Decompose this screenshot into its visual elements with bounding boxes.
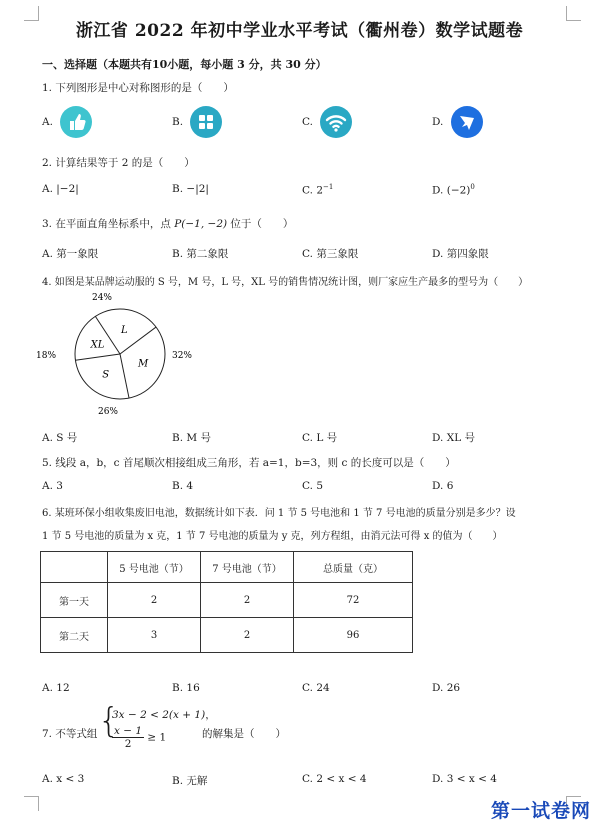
table-cell: 3: [108, 618, 201, 653]
wifi-icon: [320, 106, 352, 138]
pie-slice-label: S: [102, 369, 110, 381]
question-1-stem: 1. 下列图形是中心对称图形的是（ ）: [42, 82, 234, 94]
question-1-option-d[interactable]: D.: [432, 106, 483, 138]
question-5-option-d[interactable]: D. 6: [432, 480, 454, 492]
table-row: [41, 618, 413, 653]
question-6-option-d[interactable]: D. 26: [432, 682, 461, 694]
question-1-option-a[interactable]: A.: [42, 106, 92, 138]
question-6-stem-line-2: 1 节 5 号电池的质量为 x 克，1 节 7 号电池的质量为 y 克，列方程组，由消元法可得 x 的值为（ ）: [42, 531, 503, 542]
question-4-stem: 4. 如图是某品牌运动服的 S 号，M 号，L 号，XL 号的销售情况统计图，则厂家应生产最多的型号为（ ）: [42, 277, 529, 288]
question-6-option-c[interactable]: C. 24: [302, 682, 330, 694]
question-4-option-b[interactable]: B. M 号: [172, 432, 211, 444]
question-7-stem-prefix: 7. 不等式组: [42, 728, 98, 740]
question-5-option-c[interactable]: C. 5: [302, 480, 324, 492]
thumbs-up-icon: [60, 106, 92, 138]
table-cell: 2: [201, 583, 294, 618]
question-3-option-a[interactable]: A. 第一象限: [42, 248, 99, 260]
question-3-option-c[interactable]: C. 第三象限: [302, 248, 359, 260]
pie-slice-label: XL: [90, 339, 105, 351]
question-2-option-b[interactable]: B. −|2|: [172, 183, 209, 195]
question-3-option-d[interactable]: D. 第四象限: [432, 248, 489, 260]
pie-slice-label: L: [120, 325, 128, 337]
question-2-option-a[interactable]: A. |−2|: [42, 183, 79, 195]
inequality-2: $\frac{x - 1}{2}$ ≥ 1: [114, 725, 167, 750]
question-2-stem: 2. 计算结果等于 2 的是（ ）: [42, 157, 195, 169]
pie-value-label: 24%: [91, 293, 113, 303]
question-3-option-b[interactable]: B. 第二象限: [172, 248, 229, 260]
plane-icon: [451, 106, 483, 138]
question-2-option-c[interactable]: C. $2^{-1}$: [302, 183, 334, 197]
question-7-option-a[interactable]: A. x < 3: [42, 773, 85, 785]
table-header-row: [41, 552, 413, 583]
inequality-1: 3x − 2 < 2(x + 1)，: [112, 709, 216, 721]
question-7-stem-suffix: 的解集是（ ）: [202, 728, 286, 740]
table-header-cell: 5 号电池（节）: [108, 552, 201, 583]
question-5-option-b[interactable]: B. 4: [172, 480, 194, 492]
question-6-option-b[interactable]: B. 16: [172, 682, 200, 694]
question-4-option-d[interactable]: D. XL 号: [432, 432, 476, 444]
table-cell: 2: [108, 583, 201, 618]
table-cell: 第一天: [41, 583, 108, 618]
question-7-option-d[interactable]: D. 3 < x < 4: [432, 773, 497, 785]
pie-chart: [35, 292, 200, 420]
pie-slice-label: M: [138, 358, 149, 370]
page-title: 浙江省 2022 年初中学业水平考试（衢州卷）数学试题卷: [75, 21, 524, 41]
brand-watermark: 第一试卷网: [490, 800, 591, 822]
pie-value-label: 26%: [97, 407, 119, 417]
table-cell: 第二天: [41, 618, 108, 653]
table-header-cell: [41, 552, 108, 583]
table-cell: 2: [201, 618, 294, 653]
crop-mark: [24, 796, 39, 811]
question-5-option-a[interactable]: A. 3: [42, 480, 63, 492]
question-6-option-a[interactable]: A. 12: [42, 682, 70, 694]
table-row: [41, 583, 413, 618]
brace-glyph: {: [98, 701, 120, 741]
table-cell: 96: [294, 618, 413, 653]
question-1-option-b[interactable]: B.: [172, 106, 222, 138]
question-2-option-d[interactable]: D. $(-2)^0$: [432, 183, 475, 197]
table-header-cell: 总质量（克）: [294, 552, 413, 583]
question-7-option-b[interactable]: B. 无解: [172, 775, 208, 787]
section-heading: 一、选择题（本题共有10小题，每小题 3 分，共 30 分）: [42, 58, 327, 71]
question-7-option-c[interactable]: C. 2 < x < 4: [302, 773, 367, 785]
question-4-option-c[interactable]: C. L 号: [302, 432, 338, 444]
question-1-option-c[interactable]: C.: [302, 106, 352, 138]
battery-table: [40, 551, 413, 653]
question-3-stem: 3. 在平面直角坐标系中，点 P(−1, −2) 位于（ ）: [42, 218, 294, 230]
table-header-cell: 7 号电池（节）: [201, 552, 294, 583]
grid-icon: [190, 106, 222, 138]
question-6-stem-line-1: 6. 某班环保小组收集废旧电池，数据统计如下表．问 1 节 5 号电池和 1 节 7 号电池的质量分别是多少？设: [42, 508, 516, 519]
pie-value-label: 18%: [35, 351, 57, 361]
question-4-option-a[interactable]: A. S 号: [42, 432, 78, 444]
question-5-stem: 5. 线段 a，b，c 首尾顺次相接组成三角形，若 a=1，b=3，则 c 的长度可以是（ ）: [42, 457, 456, 469]
table-cell: 72: [294, 583, 413, 618]
pie-value-label: 32%: [171, 351, 193, 361]
